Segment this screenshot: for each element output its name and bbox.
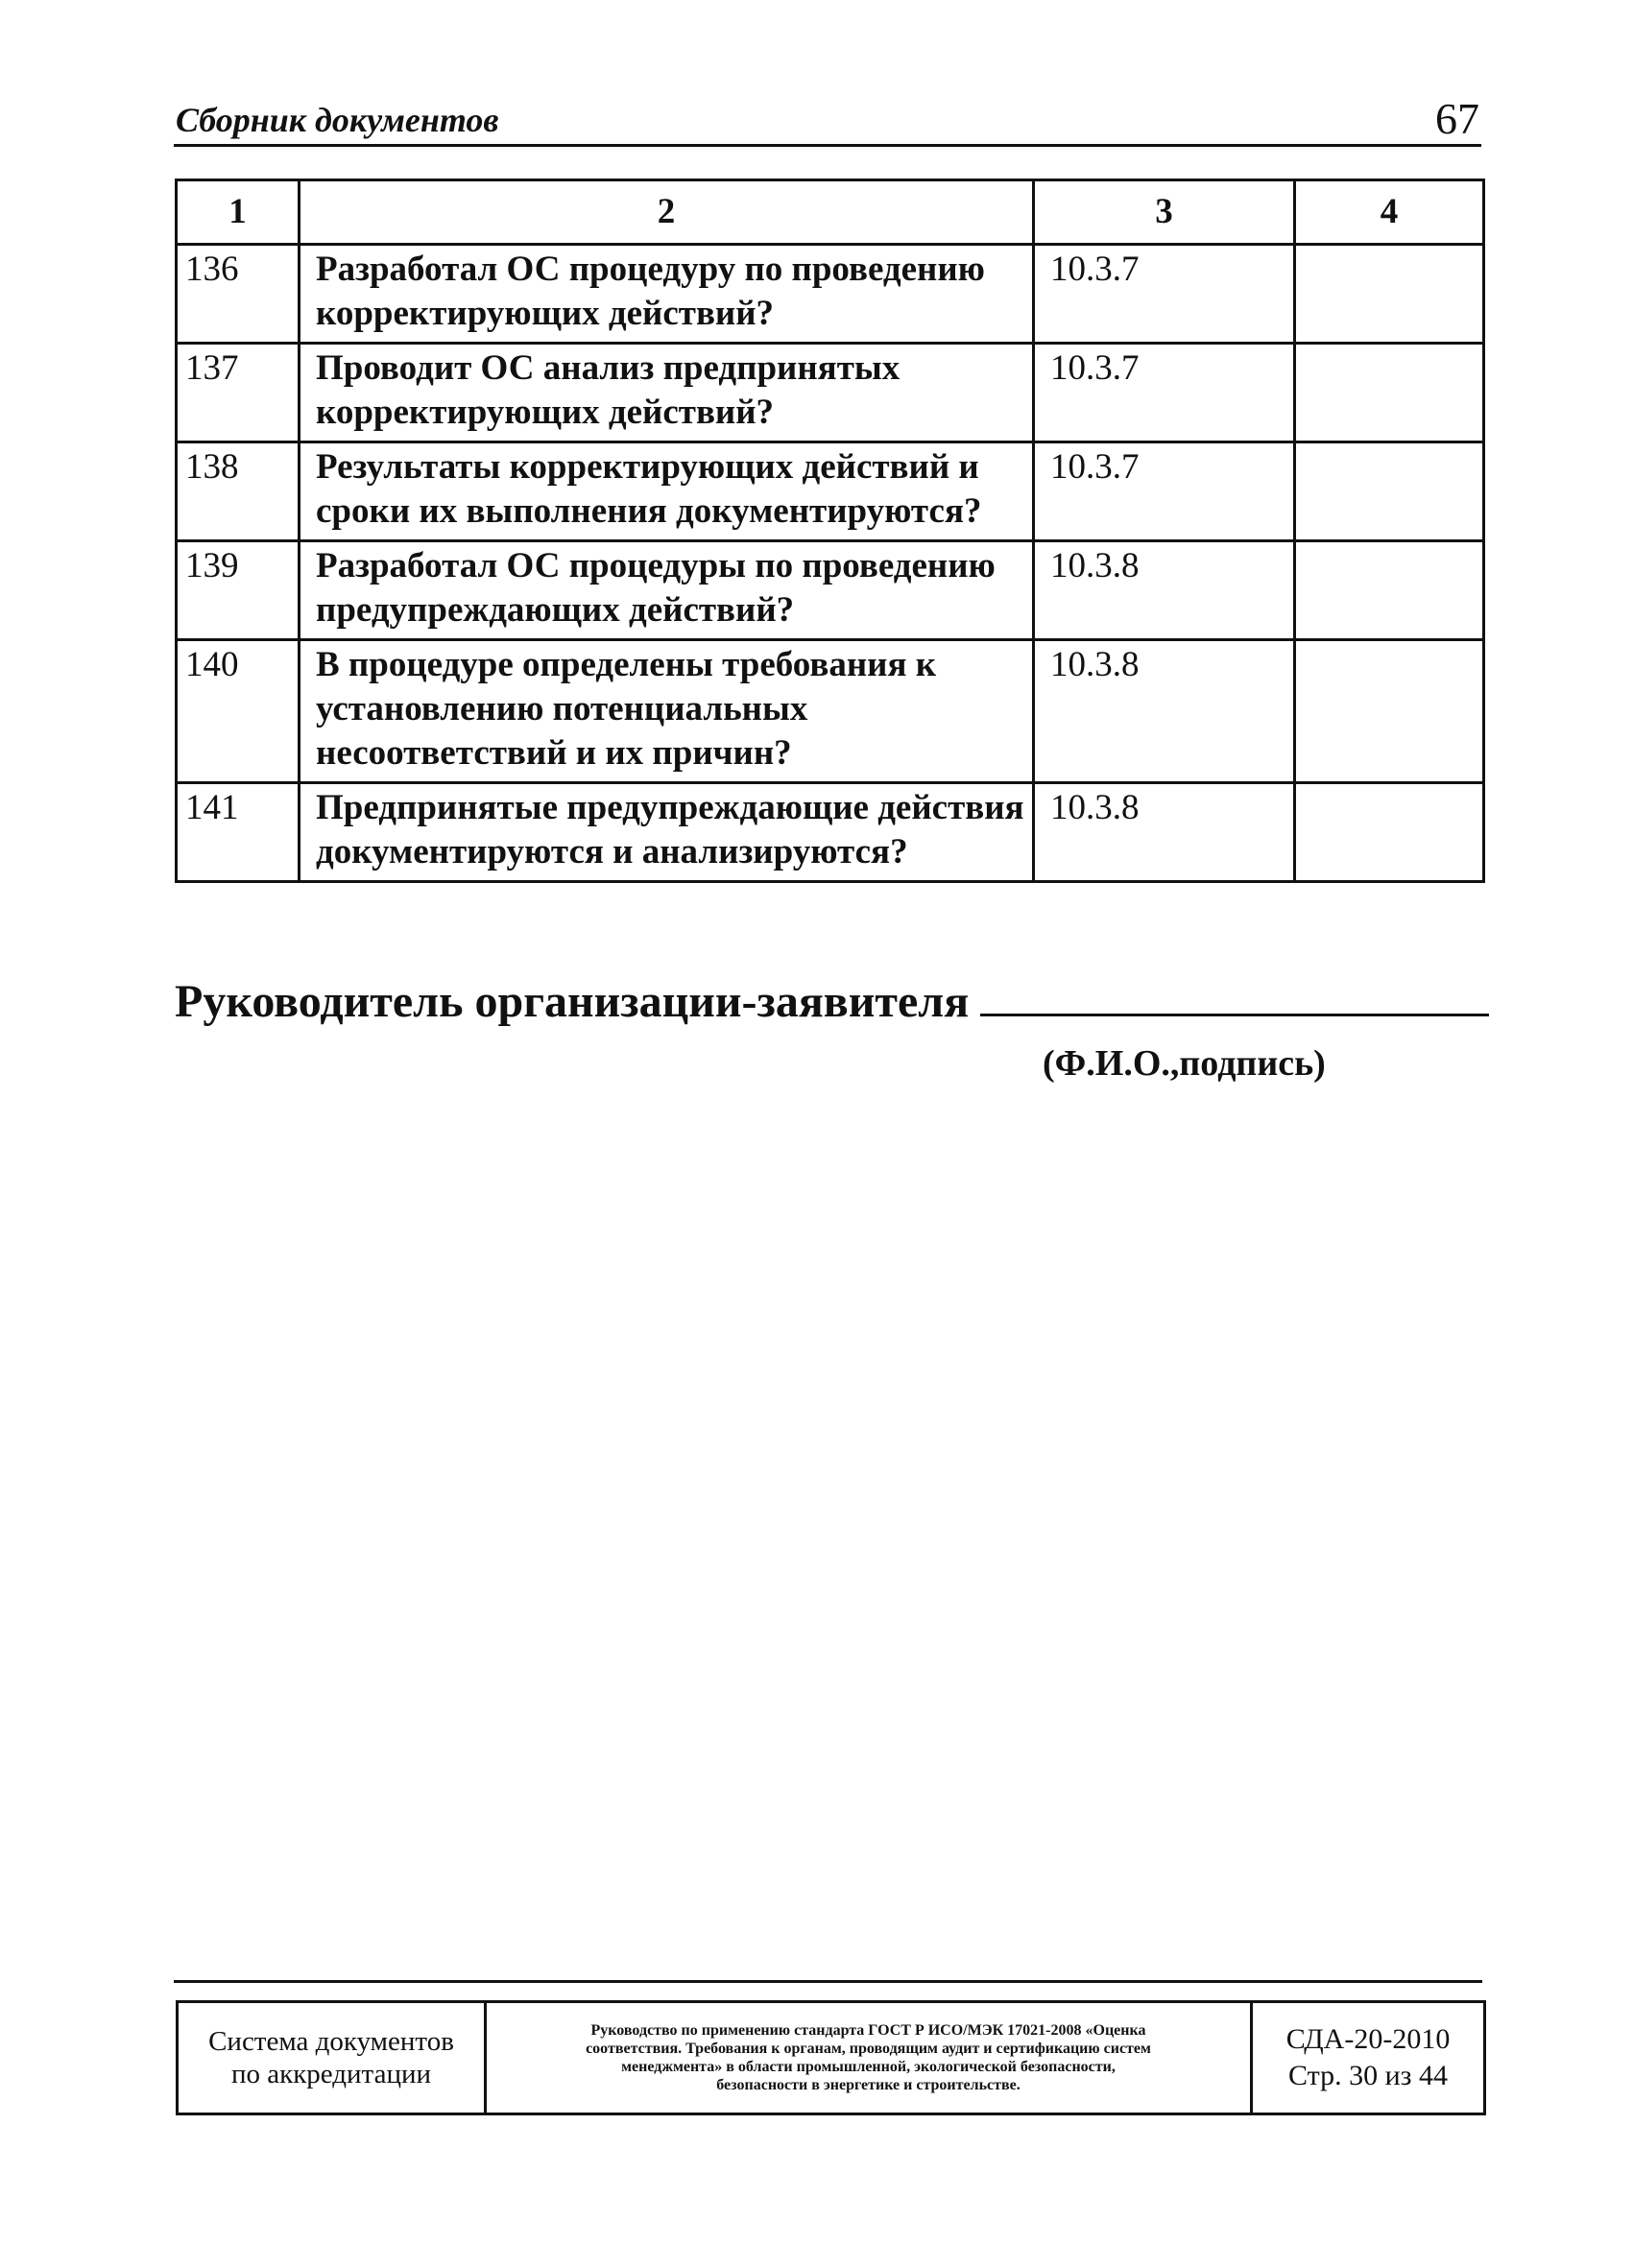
row-number: 140 xyxy=(177,640,300,783)
row-number: 137 xyxy=(177,344,300,442)
row-question: Результаты корректирующих действий и сроки их выполнения документируются? xyxy=(300,442,1034,541)
row-question: Проводит ОС анализ предпринятых корректирующих действий? xyxy=(300,344,1034,442)
column-header-4: 4 xyxy=(1295,180,1484,245)
signature-block xyxy=(175,971,1500,1084)
row-reference: 10.3.7 xyxy=(1034,245,1295,344)
row-result xyxy=(1295,783,1484,882)
table-header-row xyxy=(177,180,1484,245)
footer-system-line1: Система документов xyxy=(208,2026,454,2057)
page-header xyxy=(174,96,1481,147)
footer-table xyxy=(176,2000,1486,2115)
footer-system-line2: по аккредитации xyxy=(230,2059,432,2089)
footer-description-line2: соответствия. Требования к органам, проводящим аудит и сертификацию систем xyxy=(586,2041,1151,2057)
footer-description xyxy=(486,2002,1252,2114)
checklist-table xyxy=(175,179,1485,883)
page-info: Стр. 30 из 44 xyxy=(1288,2060,1448,2091)
signature-caption: (Ф.И.О.,подпись) xyxy=(1043,1043,1326,1084)
page-number: 67 xyxy=(1435,94,1479,143)
row-question: Разработал ОС процедуру по проведению корректирующих действий? xyxy=(300,245,1034,344)
table-row xyxy=(177,442,1484,541)
row-reference: 10.3.8 xyxy=(1034,783,1295,882)
table-row xyxy=(177,640,1484,783)
column-header-2: 2 xyxy=(300,180,1034,245)
table-row xyxy=(177,541,1484,640)
footer-description-line3: менеджмента» в области промышленной, экологической безопасности, xyxy=(621,2059,1116,2075)
row-result xyxy=(1295,344,1484,442)
row-reference: 10.3.7 xyxy=(1034,442,1295,541)
row-question: Предпринятые предупреждающие действия документируются и анализируются? xyxy=(300,783,1034,882)
signature-label: Руководитель организации-заявителя xyxy=(175,976,970,1027)
row-reference: 10.3.8 xyxy=(1034,640,1295,783)
column-header-3: 3 xyxy=(1034,180,1295,245)
document-code: СДА-20-2010 xyxy=(1285,2023,1451,2055)
table-row xyxy=(177,245,1484,344)
table-row xyxy=(177,344,1484,442)
row-result xyxy=(1295,442,1484,541)
row-number: 141 xyxy=(177,783,300,882)
footer-code xyxy=(1252,2002,1485,2114)
row-question: Разработал ОС процедуры по проведению предупреждающих действий? xyxy=(300,541,1034,640)
row-number: 139 xyxy=(177,541,300,640)
footer-system xyxy=(178,2002,486,2114)
column-header-1: 1 xyxy=(177,180,300,245)
row-number: 138 xyxy=(177,442,300,541)
row-result xyxy=(1295,541,1484,640)
row-result xyxy=(1295,640,1484,783)
table-row xyxy=(177,783,1484,882)
row-result xyxy=(1295,245,1484,344)
row-question: В процедуре определены требования к установлению потенциальных несоответствий и их причин? xyxy=(300,640,1034,783)
footer-divider xyxy=(174,1980,1482,1983)
signature-blank xyxy=(980,971,1489,1016)
collection-title: Сборник документов xyxy=(176,101,499,139)
row-reference: 10.3.7 xyxy=(1034,344,1295,442)
footer-description-line4: безопасности в энергетике и строительстве. xyxy=(716,2077,1021,2093)
row-reference: 10.3.8 xyxy=(1034,541,1295,640)
signature-line xyxy=(175,971,1500,1028)
row-number: 136 xyxy=(177,245,300,344)
footer-description-line1: Руководство по применению стандарта ГОСТ Р ИСО/МЭК 17021-2008 «Оценка xyxy=(590,2022,1146,2039)
